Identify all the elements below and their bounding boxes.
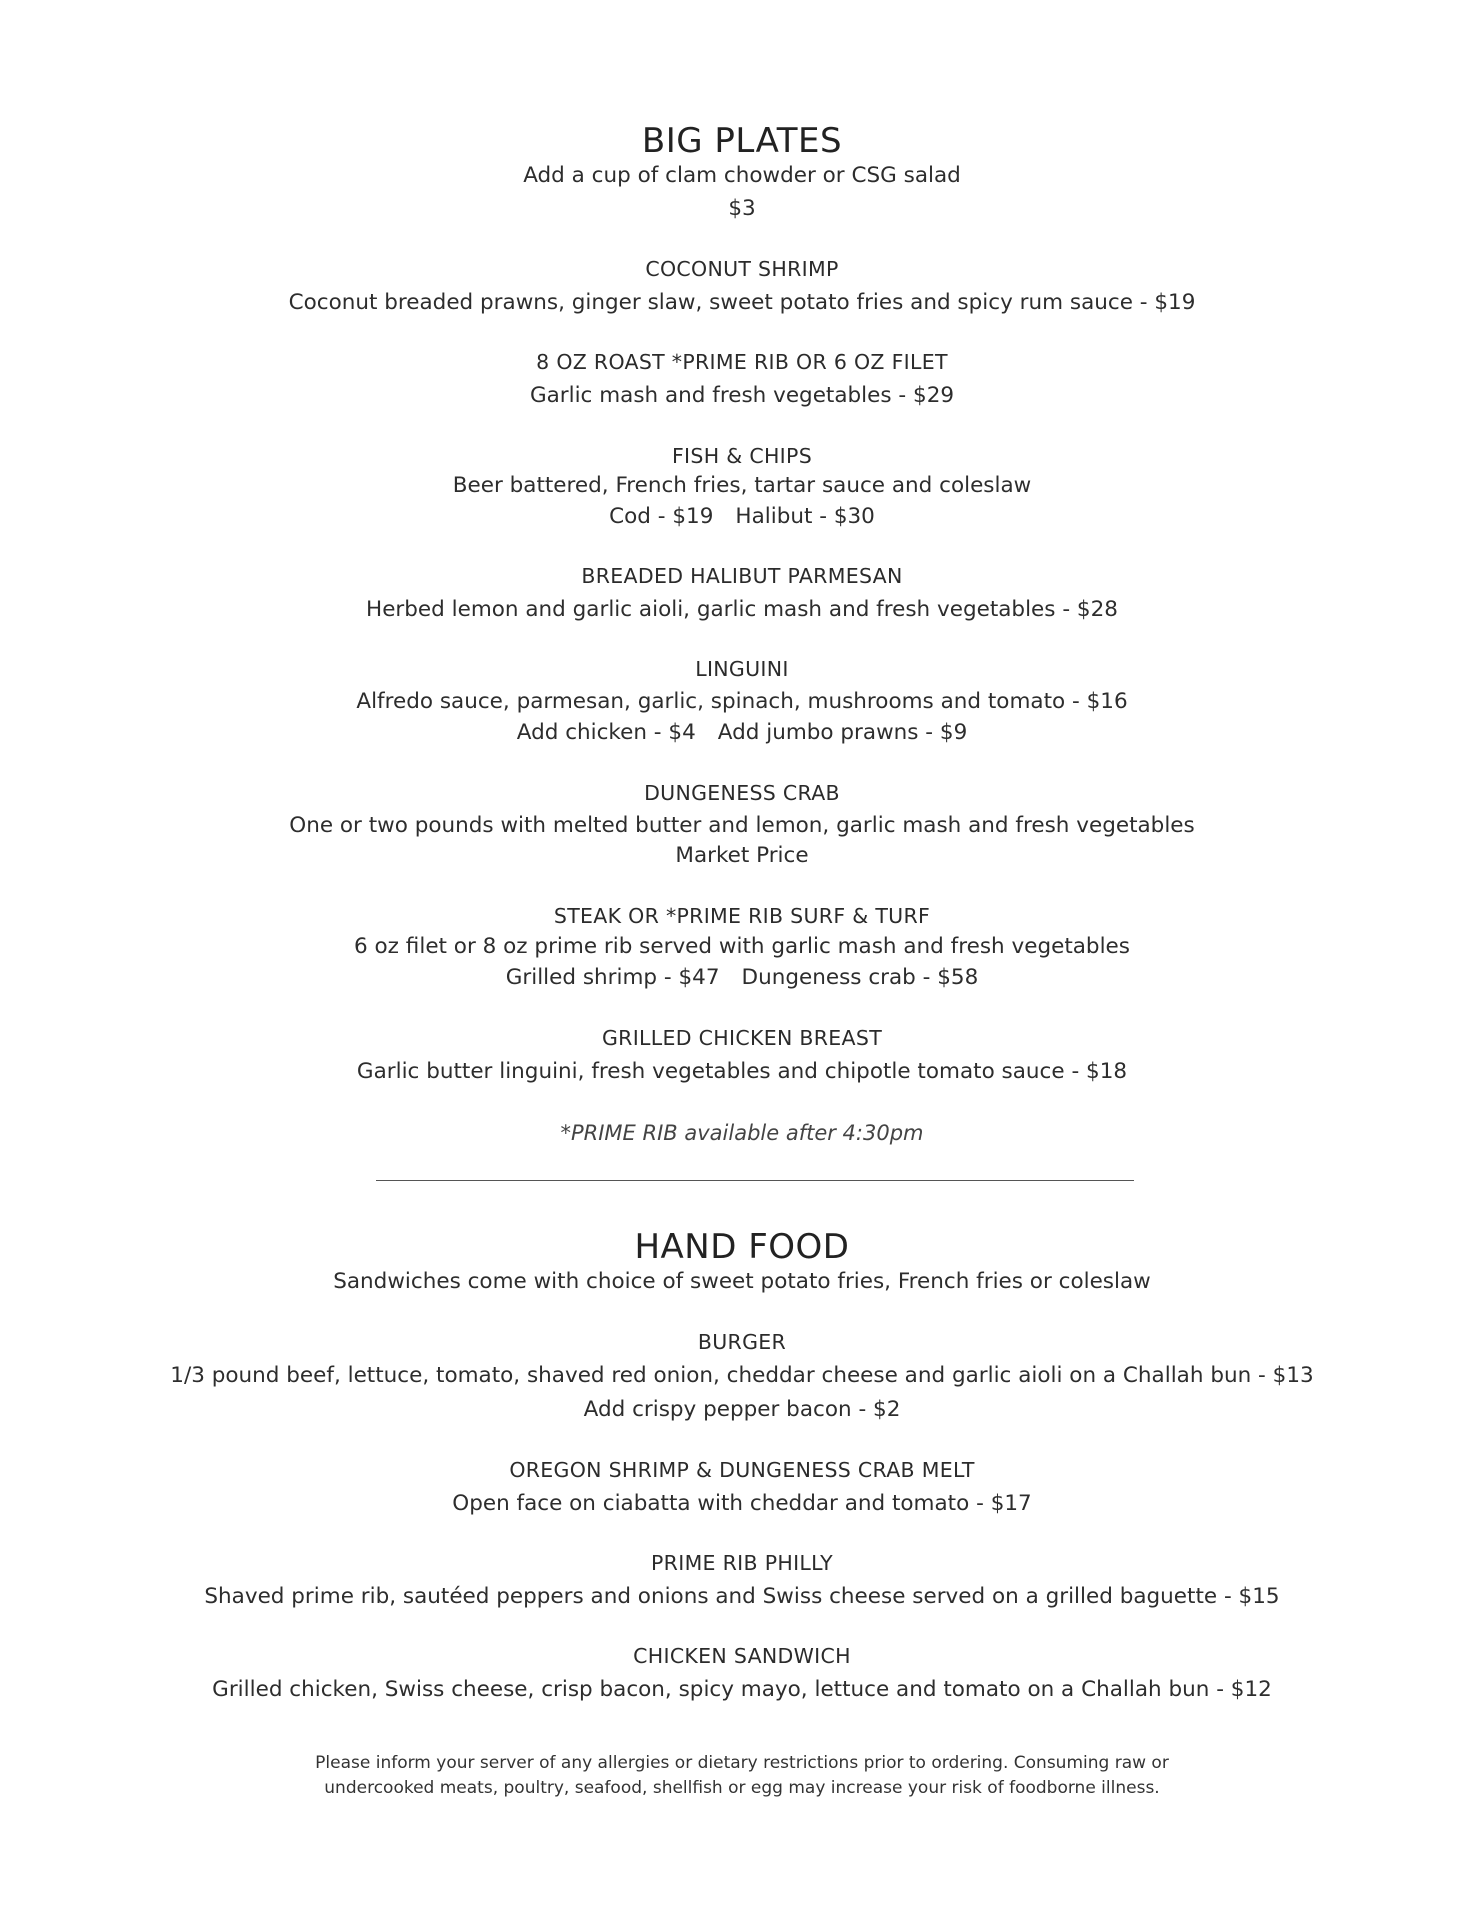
item-name: COCONUT SHRIMP — [645, 257, 839, 281]
item-description: Herbed lemon and garlic aioli, garlic mash and fresh vegetables - $28 — [366, 597, 1118, 622]
item-description: 1/3 pound beef, lettuce, tomato, shaved red onion, cheddar cheese and garlic aioli on a Challah bun - $13 — [170, 1363, 1314, 1388]
item-description: Coconut breaded prawns, ginger slaw, sweet potato fries and spicy rum sauce - $19 — [288, 290, 1196, 315]
item-name: 8 OZ ROAST *PRIME RIB OR 6 OZ FILET — [536, 350, 948, 374]
item-option: Halibut - $30 — [735, 504, 875, 529]
item-option: Dungeness crab - $58 — [741, 965, 979, 990]
section-subtitle-price: $3 — [728, 196, 756, 221]
item-name: OREGON SHRIMP & DUNGENESS CRAB MELT — [509, 1458, 975, 1482]
section-subtitle: Add a cup of clam chowder or CSG salad — [523, 163, 961, 188]
item-description: Garlic mash and fresh vegetables - $29 — [529, 383, 955, 408]
item-description: 6 oz filet or 8 oz prime rib served with garlic mash and fresh vegetables — [354, 934, 1130, 959]
item-option: Cod - $19 — [609, 504, 714, 529]
item-description: Shaved prime rib, sautéed peppers and onions and Swiss cheese served on a grilled baguette - $15 — [204, 1584, 1280, 1609]
section-divider — [376, 1180, 1134, 1181]
item-name: GRILLED CHICKEN BREAST — [601, 1026, 883, 1050]
item-name: DUNGENESS CRAB — [644, 781, 840, 805]
item-description: Garlic butter linguini, fresh vegetables and chipotle tomato sauce - $18 — [356, 1059, 1128, 1084]
item-name: PRIME RIB PHILLY — [651, 1551, 833, 1575]
section-title-hand-food: HAND FOOD — [634, 1227, 850, 1267]
section-subtitle: Sandwiches come with choice of sweet potato fries, French fries or coleslaw — [333, 1269, 1151, 1294]
item-price: Market Price — [675, 843, 809, 868]
item-option: Grilled shrimp - $47 — [505, 965, 720, 990]
item-description: Grilled chicken, Swiss cheese, crisp bacon, spicy mayo, lettuce and tomato on a Challah bun - $12 — [212, 1677, 1272, 1702]
item-options — [0, 503, 1484, 531]
item-name: FISH & CHIPS — [671, 444, 813, 468]
item-description: One or two pounds with melted butter and lemon, garlic mash and fresh vegetables — [289, 813, 1195, 838]
disclaimer-line: Please inform your server of any allergies or dietary restrictions prior to ordering. Consuming raw or — [315, 1753, 1169, 1773]
item-options — [0, 964, 1484, 992]
section-title-big-plates: BIG PLATES — [641, 121, 843, 161]
prime-rib-note: *PRIME RIB available after 4:30pm — [560, 1121, 924, 1145]
item-options — [0, 719, 1484, 747]
item-option: Add chicken - $4 — [516, 720, 696, 745]
item-option: Add jumbo prawns - $9 — [717, 720, 968, 745]
item-description: Open face on ciabatta with cheddar and tomato - $17 — [452, 1491, 1032, 1516]
item-name: STEAK OR *PRIME RIB SURF & TURF — [553, 904, 931, 928]
item-description: Beer battered, French fries, tartar sauce and coleslaw — [452, 473, 1032, 498]
item-description: Alfredo sauce, parmesan, garlic, spinach, mushrooms and tomato - $16 — [356, 689, 1128, 714]
item-name: BURGER — [697, 1330, 787, 1354]
disclaimer-line: undercooked meats, poultry, seafood, shellfish or egg may increase your risk of foodborne illness. — [324, 1778, 1160, 1798]
item-name: LINGUINI — [695, 657, 789, 681]
item-name: CHICKEN SANDWICH — [633, 1644, 851, 1668]
item-addon: Add crispy pepper bacon - $2 — [583, 1397, 901, 1422]
item-name: BREADED HALIBUT PARMESAN — [581, 564, 903, 588]
